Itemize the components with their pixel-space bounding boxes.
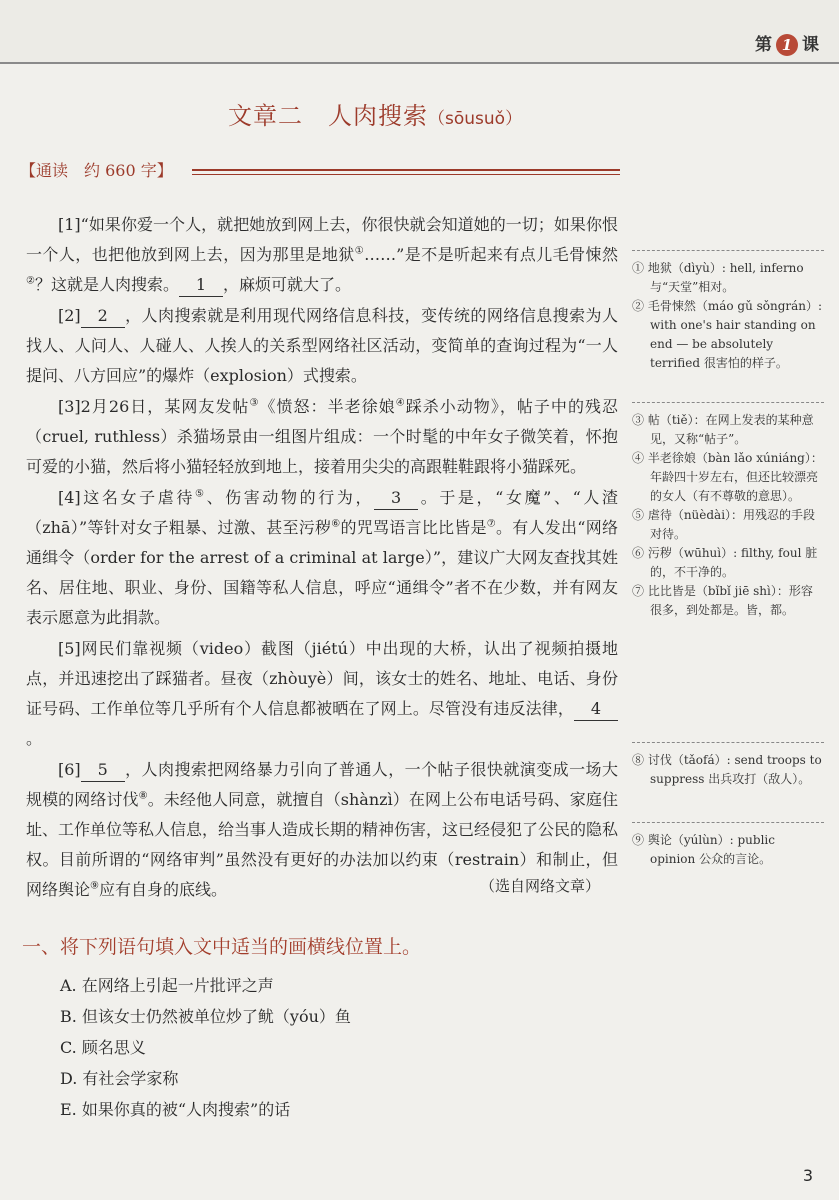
fill-blank[interactable]: 1	[179, 274, 223, 297]
footnote-mark: ⑧	[138, 790, 148, 802]
option-c[interactable]: C. 顾名思义	[60, 1038, 146, 1057]
reading-rule-thin	[192, 174, 620, 175]
footnote-mark: ⑥	[331, 518, 341, 530]
reading-label: 【通读 约 660 字】	[20, 158, 173, 181]
notes-divider	[632, 250, 824, 251]
notes-divider	[632, 822, 824, 823]
note-6: ⑥ 污秽（wūhuì）: filthy, foul 脏的，不干净的。	[632, 546, 818, 579]
header-rule	[0, 62, 839, 64]
fill-blank[interactable]: 2	[81, 305, 125, 328]
notes-divider	[632, 742, 824, 743]
lesson-number-badge: 1	[776, 34, 798, 56]
note-8: ⑧ 讨伐（tǎofá）: send troops to suppress 出兵攻打（敌人）。	[632, 753, 822, 786]
option-d[interactable]: D. 有社会学家称	[60, 1069, 179, 1088]
option-b[interactable]: B. 但该女士仍然被单位炒了鱿（yóu）鱼	[60, 1007, 351, 1026]
paragraph-2: [2] 2 ，人肉搜索就是利用现代网络信息科技，变传统的网络信息搜索为人找人、人问人、人碰人、人挨人的关系型网络社区活动，变简单的查询过程为“一人提问、八方回应”的爆炸（explosion）式搜索。	[26, 306, 618, 385]
option-e[interactable]: E. 如果你真的被“人肉搜索”的话	[60, 1100, 291, 1119]
article-title	[228, 96, 522, 131]
footnote-mark: ④	[395, 397, 406, 409]
reading-bar	[20, 158, 620, 184]
reading-rule	[192, 169, 620, 171]
fill-blank[interactable]: 5	[81, 759, 125, 782]
footnote-mark: ⑦	[486, 518, 497, 530]
footnote-mark: ②	[26, 275, 35, 287]
note-1: ① 地狱（dìyù）: hell, inferno 与“天堂”相对。	[632, 261, 804, 294]
note-9: ⑨ 舆论（yúlùn）: public opinion 公众的言论。	[632, 833, 775, 866]
paragraph-5: [5]网民们靠视频（video）截图（jiétú）中出现的大桥，认出了视频拍摄地点，并迅速挖出了踩猫者。昼夜（zhòuyè）间，该女士的姓名、地址、电话、身份证号码、工作单位等几乎所有个人信息都被晒在了网上。尽管没有违反法律， 4。	[26, 639, 618, 748]
options-list	[60, 970, 351, 1125]
paragraph-1: [1]“如果你爱一个人，就把她放到网上去，你很快就会知道她的一切；如果你恨一个人，也把他放到网上去，因为那里是地狱①……”是不是听起来有点儿毛骨悚然②？这就是人肉搜索。 1 ，麻烦可就大了。	[26, 210, 618, 300]
fill-blank[interactable]: 3	[374, 487, 418, 510]
footnote-mark: ③	[249, 397, 260, 409]
page-header	[0, 0, 839, 62]
lesson-label	[755, 30, 819, 56]
notes-divider	[632, 402, 824, 403]
lesson-prefix: 第	[755, 35, 772, 55]
notes-group-1	[632, 250, 824, 373]
question-heading: 一、将下列语句填入文中适当的画横线位置上。	[22, 936, 422, 958]
fill-blank[interactable]: 4	[574, 698, 618, 721]
notes-group-2	[632, 402, 824, 620]
title-main: 文章二 人肉搜索	[228, 102, 428, 130]
option-a[interactable]: A. 在网络上引起一片批评之声	[60, 976, 274, 995]
paragraph-3: [3]2月26日，某网友发帖③《愤怒：半老徐娘④踩杀小动物》，帖子中的残忍（cruel, ruthless）杀猫场景由一组图片组成：一个时髦的中年女子微笑着，怀抱可爱的小猫，然后将小猫轻轻放到地上，接着用尖尖的高跟鞋鞋跟将小猫踩死。	[26, 397, 618, 476]
paragraph-4: [4]这名女子虐待⑤、伤害动物的行为， 3 。于是，“女魔”、“人渣（zhā）”等针对女子粗暴、过激、甚至污秽⑥的咒骂语言比比皆是⑦。有人发出“网络通缉令（order for the arrest of a criminal at large）”，建议广大网友查找其姓名、居住地、职业、身份、国籍等私人信息，呼应“通缉令”者不在少数，并有网友表示愿意为此捐款。	[26, 488, 618, 627]
note-7: ⑦ 比比皆是（bǐbǐ jiē shì）：形容很多，到处都是。皆，都。	[632, 584, 813, 617]
note-3: ③ 帖（tiě）：在网上发表的某种意见，又称“帖子”。	[632, 413, 814, 446]
paragraph-6: [6] 5 ，人肉搜索把网络暴力引向了普通人，一个帖子很快就演变成一场大规模的网络讨伐⑧。未经他人同意，就擅自（shànzì）在网上公布电话号码、家庭住址、工作单位等私人信息，给当事人造成长期的精神伤害，这已经侵犯了公民的隐私权。目前所谓的“网络审判”虽然没有更好的办法加以约束（restrain）和制止，但网络舆论⑨应有自身的底线。	[26, 760, 619, 899]
notes-group-3	[632, 742, 824, 789]
page-number: 3	[802, 1166, 813, 1185]
article-body	[26, 210, 618, 906]
title-pinyin: （sōusuǒ）	[428, 109, 523, 129]
footnote-mark: ⑤	[194, 488, 207, 500]
footnote-mark: ①	[354, 245, 365, 257]
note-5: ⑤ 虐待（nüèdài）：用残忍的手段对待。	[632, 508, 816, 541]
footnote-mark: ⑨	[90, 880, 99, 892]
note-4: ④ 半老徐娘（bàn lǎo xúniáng）：年龄四十岁左右，但还比较漂亮的女人（有不尊敬的意思）。	[632, 451, 823, 503]
source-note: （选自网络文章）	[480, 877, 601, 895]
note-2: ② 毛骨悚然（máo gǔ sǒngrán）: with one's hair standing on end — be absolutely terrified 很害怕的样子。	[632, 299, 823, 370]
notes-group-4	[632, 822, 824, 869]
lesson-suffix: 课	[802, 35, 819, 55]
